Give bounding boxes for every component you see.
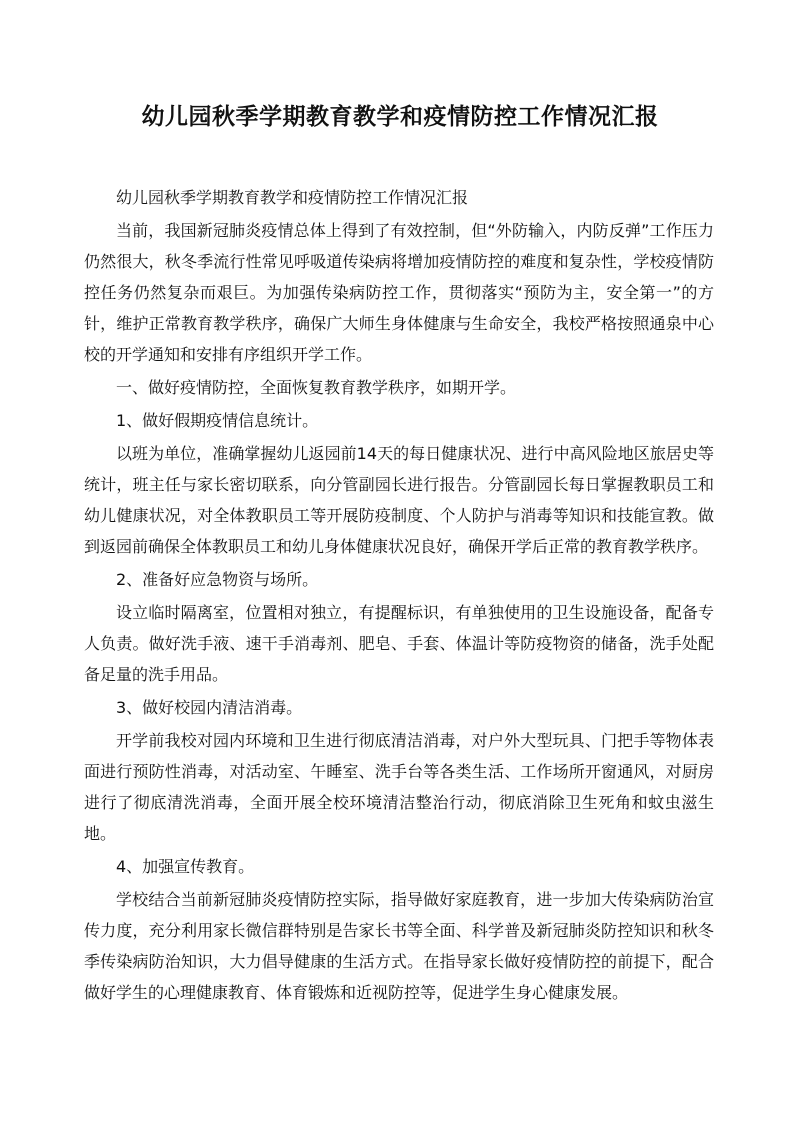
document-title: 幼儿园秋季学期教育教学和疫情防控工作情况汇报 bbox=[141, 104, 659, 130]
item-3-heading: 3、做好校园内清洁消毒。 bbox=[116, 698, 303, 717]
document-subtitle: 幼儿园秋季学期教育教学和疫情防控工作情况汇报 bbox=[116, 188, 469, 207]
item-4-heading: 4、加强宣传教育。 bbox=[116, 857, 255, 876]
section-1-heading: 一、做好疫情防控，全面恢复教育教学秩序，如期开学。 bbox=[116, 378, 517, 397]
document-body bbox=[84, 182, 714, 1010]
intro-paragraph: 当前，我国新冠肺炎疫情总体上得到了有效控制，但“外防输入，内防反弹”工作压力仍然很大，秋冬季流行性常见呼吸道传染病将增加疫情防控的难度和复杂性，学校疫情防控任务仍然复杂而艰巨。为加强传染病防控工作，贯彻落实“预防为主，安全第一”的方针，维护正常教育教学秩序，确保广大师生身体健康与生命安全，我校严格按照通泉中心校的开学通知和安排有序组织开学工作。 bbox=[84, 221, 714, 364]
item-1-paragraph: 以班为单位，准确掌握幼儿返园前14天的每日健康状况、进行中高风险地区旅居史等统计，班主任与家长密切联系，向分管副园长进行报告。分管副园长每日掌握教职员工和幼儿健康状况，对全体教职员工等开展防疫制度、个人防护与消毒等知识和技能宣教。做到返园前确保全体教职员工和幼儿身体健康状况良好，确保开学后正常的教育教学秩序。 bbox=[84, 444, 714, 556]
item-3-paragraph: 开学前我校对园内环境和卫生进行彻底清洁消毒，对户外大型玩具、门把手等物体表面进行预防性消毒，对活动室、午睡室、洗手台等各类生活、工作场所开窗通风，对厨房进行了彻底清洗消毒，全面开展全校环境清洁整治行动，彻底消除卫生死角和蚊虫滋生地。 bbox=[84, 731, 714, 843]
item-4-paragraph: 学校结合当前新冠肺炎疫情防控实际，指导做好家庭教育，进一步加大传染病防治宣传力度，充分利用家长微信群特别是告家长书等全面、科学普及新冠肺炎防控知识和秋冬季传染病防治知识，大力倡导健康的生活方式。在指导家长做好疫情防控的前提下，配合做好学生的心理健康教育、体育锻炼和近视防控等，促进学生身心健康发展。 bbox=[84, 890, 714, 1002]
item-2-paragraph: 设立临时隔离室，位置相对独立，有提醒标识，有单独使用的卫生设施设备，配备专人负责。做好洗手液、速干手消毒剂、肥皂、手套、体温计等防疫物资的储备，洗手处配备足量的洗手用品。 bbox=[84, 603, 714, 684]
item-2-heading: 2、准备好应急物资与场所。 bbox=[116, 570, 319, 589]
item-1-heading: 1、做好假期疫情信息统计。 bbox=[116, 411, 319, 430]
